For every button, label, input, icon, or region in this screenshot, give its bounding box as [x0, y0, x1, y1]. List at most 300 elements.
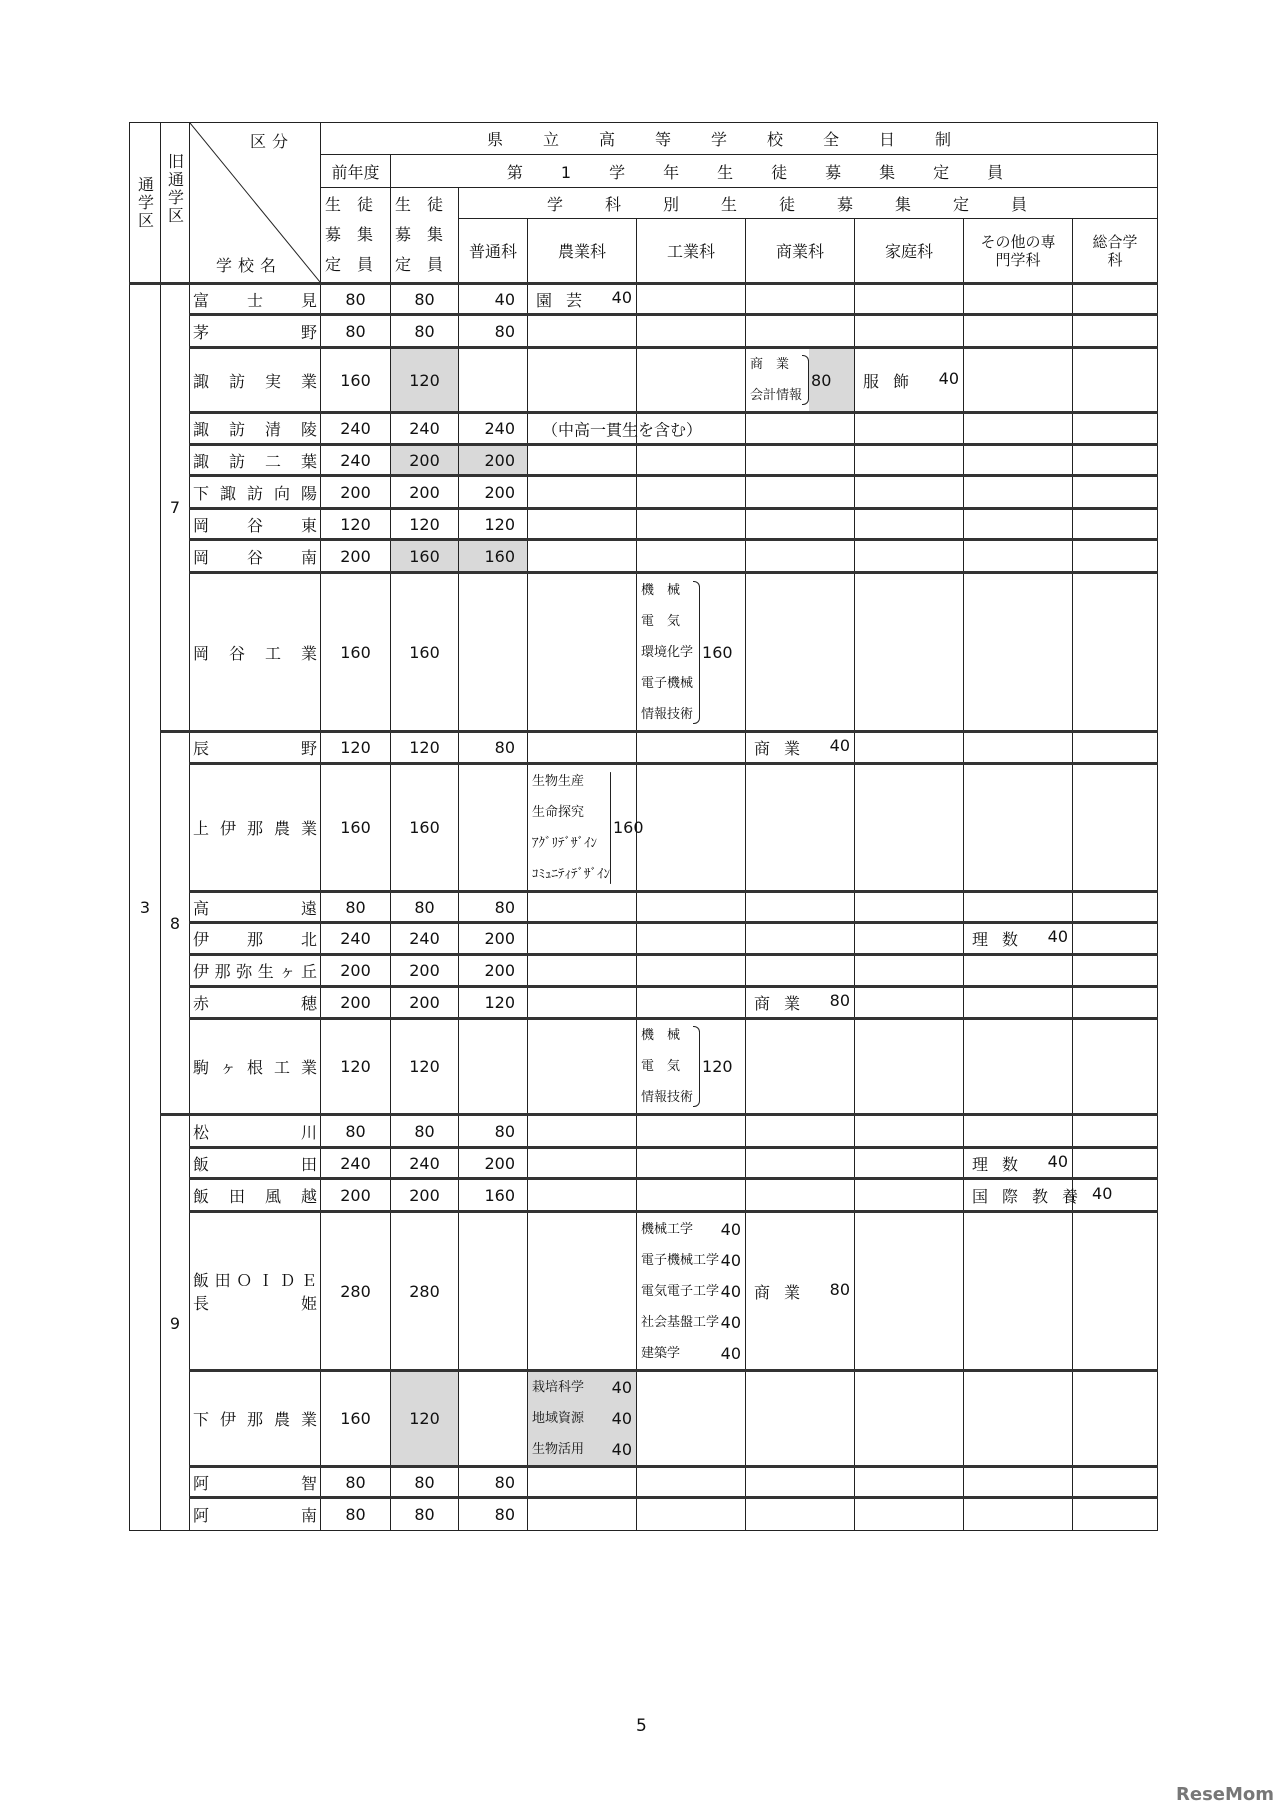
integrated-cell — [1073, 764, 1158, 892]
school-name: 高 遠 — [193, 898, 317, 918]
old-district-header-label: 旧通学区 — [165, 153, 185, 225]
category-label: 区分 — [249, 132, 294, 151]
prev-quota-line: 生 徒 — [325, 195, 374, 214]
school-name: 辰 野 — [193, 739, 317, 758]
prev-year-quota: 160 — [321, 1371, 391, 1467]
dept-list-item — [641, 1338, 741, 1369]
integrated-cell — [1073, 1371, 1158, 1467]
dept-entry-label: 商業 — [754, 1282, 815, 1302]
home-economics-cell — [855, 1019, 964, 1115]
current-quota: 200 — [391, 1179, 459, 1212]
table-row — [130, 476, 1158, 509]
industry-cell — [637, 1115, 746, 1148]
integrated-cell — [1073, 413, 1158, 445]
table-body — [130, 284, 1158, 1531]
table-row — [130, 732, 1158, 764]
current-quota: 80 — [391, 1498, 459, 1531]
prev-year-quota: 200 — [321, 987, 391, 1019]
other-dept-cell — [964, 1019, 1073, 1115]
dept-list-value: 40 — [720, 1281, 741, 1301]
dept-list-label: 建築学 — [641, 1345, 681, 1361]
dept-entry-value: 40 — [1092, 1183, 1113, 1203]
school-name: 駒ヶ根工業 — [193, 1058, 317, 1077]
dept-list-label: 生物活用 — [532, 1442, 585, 1457]
home-economics-cell — [855, 764, 964, 892]
current-quota: 200 — [391, 987, 459, 1019]
dept-entry-label: 商業 — [754, 994, 815, 1013]
dept-entry-label: 商業 — [754, 739, 815, 758]
current-quota: 200 — [391, 445, 459, 476]
school-name: 岡谷工業 — [193, 643, 317, 663]
school-name: 飯田ＯＩＤＥ — [193, 1271, 317, 1290]
home-economics-cell — [855, 892, 964, 923]
agriculture-cell — [528, 987, 637, 1019]
general-quota — [459, 1371, 528, 1467]
agriculture-cell — [528, 1019, 637, 1115]
industry-cell — [637, 923, 746, 955]
table-row — [130, 573, 1158, 732]
home-economics-cell — [855, 540, 964, 573]
dept-header-integrated: 総合学科 — [1073, 219, 1158, 284]
dept-list-item — [641, 1214, 741, 1245]
brace-icon — [693, 1026, 700, 1107]
school-name: 飯 田 — [193, 1154, 317, 1174]
dept-list — [528, 1372, 636, 1465]
table-row — [130, 413, 1158, 445]
dept-header-industry: 工業科 — [637, 219, 746, 284]
table-row — [130, 1019, 1158, 1115]
commerce-cell — [746, 892, 855, 923]
school-name-cell — [190, 923, 321, 955]
brace-icon — [802, 355, 809, 405]
current-quota: 120 — [391, 348, 459, 413]
agriculture-cell — [528, 573, 637, 732]
integrated-cell — [1073, 923, 1158, 955]
dept-entry — [746, 736, 854, 759]
dept-group — [528, 766, 644, 890]
dept-group-item: 機 械 — [641, 582, 681, 598]
school-name-cell — [190, 732, 321, 764]
current-quota: 160 — [391, 764, 459, 892]
general-quota: 160 — [459, 540, 528, 573]
dept-group-items — [750, 349, 802, 411]
current-quota: 120 — [391, 1019, 459, 1115]
other-dept-cell — [964, 1179, 1113, 1212]
table-row — [130, 955, 1158, 987]
current-quota: 80 — [391, 1467, 459, 1498]
integrated-cell — [1073, 987, 1158, 1019]
dept-group-items — [641, 1020, 693, 1113]
prev-year-header: 前年度 — [321, 155, 391, 188]
home-economics-cell — [855, 348, 964, 413]
old-district-header — [161, 123, 190, 284]
industry-cell — [637, 1148, 746, 1179]
school-name-cell — [190, 1115, 321, 1148]
school-name: 岡 谷 南 — [193, 547, 317, 567]
school-name: 富 士 見 — [193, 290, 317, 310]
commerce-cell — [746, 923, 855, 955]
integrated-cell — [1073, 348, 1158, 413]
industry-cell — [637, 1179, 746, 1212]
page-number: 5 — [636, 1716, 647, 1736]
enrollment-quota-table — [129, 122, 1158, 1531]
industry-cell — [637, 540, 746, 573]
prev-year-quota: 80 — [321, 315, 391, 348]
dept-entry-value: 80 — [829, 1279, 850, 1299]
dept-group-item: 会計情報 — [750, 388, 803, 403]
integrated-cell — [1073, 955, 1158, 987]
dept-list-value: 40 — [720, 1250, 741, 1270]
home-economics-cell — [855, 955, 964, 987]
dept-list-item — [641, 1307, 741, 1338]
industry-cell — [637, 476, 746, 509]
dept-list-label: 電気電子工学 — [641, 1283, 720, 1299]
current-quota: 120 — [391, 732, 459, 764]
school-name-cell — [190, 509, 321, 540]
dept-group-item: 生物生産 — [532, 773, 585, 789]
table-row — [130, 445, 1158, 476]
prev-year-quota: 200 — [321, 476, 391, 509]
school-name: 長 姫 — [193, 1294, 317, 1313]
dept-group-total: 160 — [702, 642, 733, 662]
dept-group-items — [641, 575, 693, 730]
general-quota: 240 — [459, 413, 528, 445]
agriculture-cell — [528, 764, 644, 892]
other-dept-cell — [964, 509, 1073, 540]
resemom-logo: ReseMom — [1176, 1784, 1275, 1805]
old-district-cell — [161, 1115, 190, 1531]
current-quota: 80 — [391, 1115, 459, 1148]
brace-icon — [693, 581, 700, 724]
dept-group-item: 環境化学 — [641, 644, 694, 660]
prev-year-quota: 80 — [321, 1115, 391, 1148]
school-name: 下伊那農業 — [193, 1410, 317, 1429]
other-dept-cell — [964, 315, 1073, 348]
dept-entry-value: 40 — [1047, 927, 1068, 946]
dept-list-value: 40 — [611, 1409, 632, 1428]
cur-quota-line: 定 員 — [395, 255, 444, 274]
industry-cell — [637, 1467, 746, 1498]
agriculture-cell — [528, 540, 637, 573]
home-economics-cell — [855, 1467, 964, 1498]
dept-header-home-economics: 家庭科 — [855, 219, 964, 284]
current-quota: 200 — [391, 955, 459, 987]
other-dept-cell — [964, 445, 1073, 476]
dept-list-value: 40 — [720, 1343, 741, 1363]
dept-entry-value: 40 — [1047, 1151, 1068, 1171]
school-name: 下諏訪向陽 — [193, 483, 317, 503]
commerce-cell — [746, 540, 855, 573]
other-dept-cell — [964, 413, 1073, 445]
dept-group-item: 情報技術 — [641, 706, 694, 722]
industry-cell — [637, 1498, 746, 1531]
integrated-cell — [1073, 1212, 1158, 1371]
commerce-cell — [746, 348, 855, 413]
dept-list-item — [532, 1434, 632, 1465]
industry-cell — [637, 764, 746, 892]
other-dept-cell — [964, 955, 1073, 987]
dept-entry-label: 国際教養 — [972, 1186, 1093, 1206]
prev-year-quota: 200 — [321, 1179, 391, 1212]
dept-group — [746, 349, 854, 411]
dept-entry — [746, 1280, 854, 1303]
home-economics-cell — [855, 284, 964, 315]
dept-group-item: ｱｸﾞﾘﾃﾞｻﾞｲﾝ — [532, 835, 597, 851]
integrated-cell — [1073, 573, 1158, 732]
integrated-cell — [1073, 1148, 1158, 1179]
industry-cell — [637, 1371, 746, 1467]
industry-cell — [637, 315, 746, 348]
prev-year-quota: 240 — [321, 445, 391, 476]
agriculture-cell — [528, 923, 637, 955]
current-quota: 120 — [391, 1371, 459, 1467]
school-name: 阿 智 — [193, 1473, 317, 1493]
dept-entry — [964, 1183, 1113, 1207]
district-header-label: 通学区 — [135, 175, 155, 230]
current-quota: 280 — [391, 1212, 459, 1371]
commerce-cell — [746, 413, 855, 445]
other-dept-cell — [964, 476, 1073, 509]
dept-list — [637, 1214, 745, 1369]
current-quota: 200 — [391, 476, 459, 509]
cur-quota-header — [391, 188, 459, 284]
school-name-cell — [190, 892, 321, 923]
prev-year-quota: 160 — [321, 573, 391, 732]
current-quota: 120 — [391, 509, 459, 540]
dept-group — [637, 575, 745, 730]
other-dept-cell — [964, 892, 1073, 923]
table-row — [130, 540, 1158, 573]
school-name: 上伊那農業 — [193, 819, 317, 838]
prev-year-quota: 240 — [321, 413, 391, 445]
commerce-cell — [746, 573, 855, 732]
home-economics-cell — [855, 923, 964, 955]
school-name: 諏訪実業 — [193, 371, 317, 391]
current-quota: 160 — [391, 573, 459, 732]
school-name-cell — [190, 573, 321, 732]
general-quota: 80 — [459, 1467, 528, 1498]
dept-list-value: 40 — [720, 1312, 741, 1332]
school-name: 赤 穂 — [193, 994, 317, 1013]
agriculture-cell — [528, 1212, 637, 1371]
dept-list-item — [641, 1276, 741, 1307]
dept-header-commerce: 商業科 — [746, 219, 855, 284]
other-dept-cell — [964, 1115, 1073, 1148]
integrated-cell — [1073, 284, 1158, 315]
prev-year-quota: 160 — [321, 764, 391, 892]
other-dept-cell — [964, 732, 1073, 764]
table-row — [130, 1467, 1158, 1498]
commerce-cell — [746, 1371, 855, 1467]
table-row — [130, 348, 1158, 413]
industry-cell — [637, 573, 746, 732]
general-quota: 200 — [459, 476, 528, 509]
industry-cell — [637, 348, 746, 413]
prev-year-quota: 280 — [321, 1212, 391, 1371]
dept-entry — [855, 369, 963, 392]
prev-year-quota: 120 — [321, 509, 391, 540]
school-name: 阿 南 — [193, 1506, 317, 1525]
dept-list-label: 地域資源 — [532, 1411, 585, 1426]
integrated-cell — [1073, 509, 1158, 540]
other-dept-cell — [964, 764, 1073, 892]
general-quota — [459, 1212, 528, 1371]
school-name-cell — [190, 1498, 321, 1531]
agriculture-cell — [528, 955, 637, 987]
dept-group-item: ｺﾐｭﾆﾃｨﾃﾞｻﾞｲﾝ — [532, 866, 610, 882]
table-row — [130, 1212, 1158, 1371]
table-row — [130, 315, 1158, 348]
other-dept-cell — [964, 1467, 1073, 1498]
dept-entry-value: 40 — [829, 736, 850, 755]
commerce-cell — [746, 1148, 855, 1179]
home-economics-cell — [855, 732, 964, 764]
agriculture-cell — [528, 1467, 637, 1498]
school-name-label: 学校名 — [216, 256, 283, 275]
table-row — [130, 1179, 1158, 1212]
dept-group-item: 機 械 — [641, 1028, 681, 1043]
general-quota: 200 — [459, 955, 528, 987]
other-dept-cell — [964, 573, 1073, 732]
table-row — [130, 987, 1158, 1019]
other-dept-cell — [964, 348, 1073, 413]
home-economics-cell — [855, 413, 964, 445]
school-name-cell — [190, 413, 321, 445]
dept-entry-label: 園芸 — [536, 290, 597, 310]
commerce-cell — [746, 764, 855, 892]
general-quota: 80 — [459, 315, 528, 348]
dept-group-item: 生命探究 — [532, 804, 585, 820]
agriculture-cell — [528, 1371, 637, 1467]
home-economics-cell — [855, 1498, 964, 1531]
district-header — [130, 123, 161, 284]
other-dept-cell — [964, 987, 1073, 1019]
industry-cell — [637, 987, 746, 1019]
first-year-header: 第1学年生徒募集定員 — [391, 155, 1158, 188]
dept-entry-value: 80 — [829, 991, 850, 1010]
general-quota: 40 — [459, 284, 528, 315]
table-row — [130, 923, 1158, 955]
by-dept-header: 学科別生徒募集定員 — [459, 188, 1158, 219]
current-quota: 240 — [391, 413, 459, 445]
dept-entry — [964, 927, 1072, 950]
table-row — [130, 1148, 1158, 1179]
home-economics-cell — [855, 1115, 964, 1148]
commerce-cell — [746, 955, 855, 987]
agriculture-cell — [528, 476, 637, 509]
dept-group — [637, 1020, 745, 1113]
agriculture-cell — [528, 284, 637, 315]
prev-year-quota: 160 — [321, 348, 391, 413]
dept-entry-value: 40 — [611, 287, 632, 307]
agriculture-cell — [528, 1179, 637, 1212]
prev-quota-line: 定 員 — [325, 255, 374, 274]
industry-cell — [637, 732, 746, 764]
general-quota: 160 — [459, 1179, 528, 1212]
commerce-cell — [746, 1212, 855, 1371]
industry-cell — [637, 892, 746, 923]
cur-quota-line: 生 徒 — [395, 195, 444, 214]
home-economics-cell — [855, 1148, 964, 1179]
cur-quota-line: 募 集 — [395, 225, 444, 244]
general-quota: 120 — [459, 987, 528, 1019]
integrated-cell — [1073, 892, 1158, 923]
agriculture-cell — [528, 1115, 637, 1148]
integrated-cell — [1073, 1019, 1158, 1115]
school-name-cell — [190, 1467, 321, 1498]
integrated-cell — [1073, 445, 1158, 476]
agriculture-cell — [528, 348, 637, 413]
old-district-value: 8 — [169, 913, 181, 933]
school-name-cell — [190, 348, 321, 413]
industry-cell — [637, 955, 746, 987]
home-economics-cell — [855, 987, 964, 1019]
home-economics-cell — [855, 509, 964, 540]
school-name-cell — [190, 1212, 321, 1371]
current-quota: 240 — [391, 923, 459, 955]
table-row — [130, 1115, 1158, 1148]
school-name: 伊 那 北 — [193, 930, 317, 949]
prev-year-quota: 120 — [321, 732, 391, 764]
commerce-cell — [746, 509, 855, 540]
school-name: 松 川 — [193, 1122, 317, 1142]
commerce-cell — [746, 1467, 855, 1498]
commerce-cell — [746, 284, 855, 315]
dept-group-item: 情報技術 — [641, 1090, 694, 1105]
school-name-cell — [190, 987, 321, 1019]
home-economics-cell — [855, 315, 964, 348]
dept-list-item — [532, 1403, 632, 1434]
general-quota: 200 — [459, 1148, 528, 1179]
dept-entry-value: 40 — [938, 368, 959, 388]
dept-entry — [528, 288, 636, 311]
home-economics-cell — [855, 445, 964, 476]
integrated-cell — [1073, 1115, 1158, 1148]
general-quota — [459, 348, 528, 413]
prev-year-quota: 80 — [321, 1467, 391, 1498]
school-name: 諏訪二葉 — [193, 451, 317, 471]
table-row — [130, 509, 1158, 540]
prev-year-quota: 200 — [321, 955, 391, 987]
school-name: 諏訪清陵 — [193, 420, 317, 439]
dept-entry-label: 服飾 — [863, 371, 924, 391]
general-quota — [459, 573, 528, 732]
dept-group-total: 160 — [613, 818, 644, 837]
dept-header-other: その他の専門学科 — [964, 219, 1073, 284]
dept-group-total: 120 — [702, 1057, 733, 1076]
other-dept-cell — [964, 923, 1073, 955]
school-name-cell — [190, 1019, 321, 1115]
commerce-cell — [746, 1179, 855, 1212]
dept-entry — [746, 991, 854, 1014]
dept-group-item: 電 気 — [641, 613, 681, 629]
commerce-cell — [746, 732, 855, 764]
dept-list-item — [641, 1245, 741, 1276]
prev-year-quota: 200 — [321, 540, 391, 573]
table-row — [130, 764, 1158, 892]
dept-list-item — [532, 1372, 632, 1403]
agriculture-cell — [528, 315, 637, 348]
school-name: 飯田風越 — [193, 1186, 317, 1206]
table-title: 県立高等学校全日制 — [321, 123, 1158, 155]
prev-quota-line: 募 集 — [325, 225, 374, 244]
prev-year-quota: 240 — [321, 1148, 391, 1179]
industry-cell — [637, 1019, 746, 1115]
school-name-cell — [190, 764, 321, 892]
school-name-cell — [190, 476, 321, 509]
dept-group-item: 電 気 — [641, 1059, 681, 1074]
home-economics-cell — [855, 1371, 964, 1467]
